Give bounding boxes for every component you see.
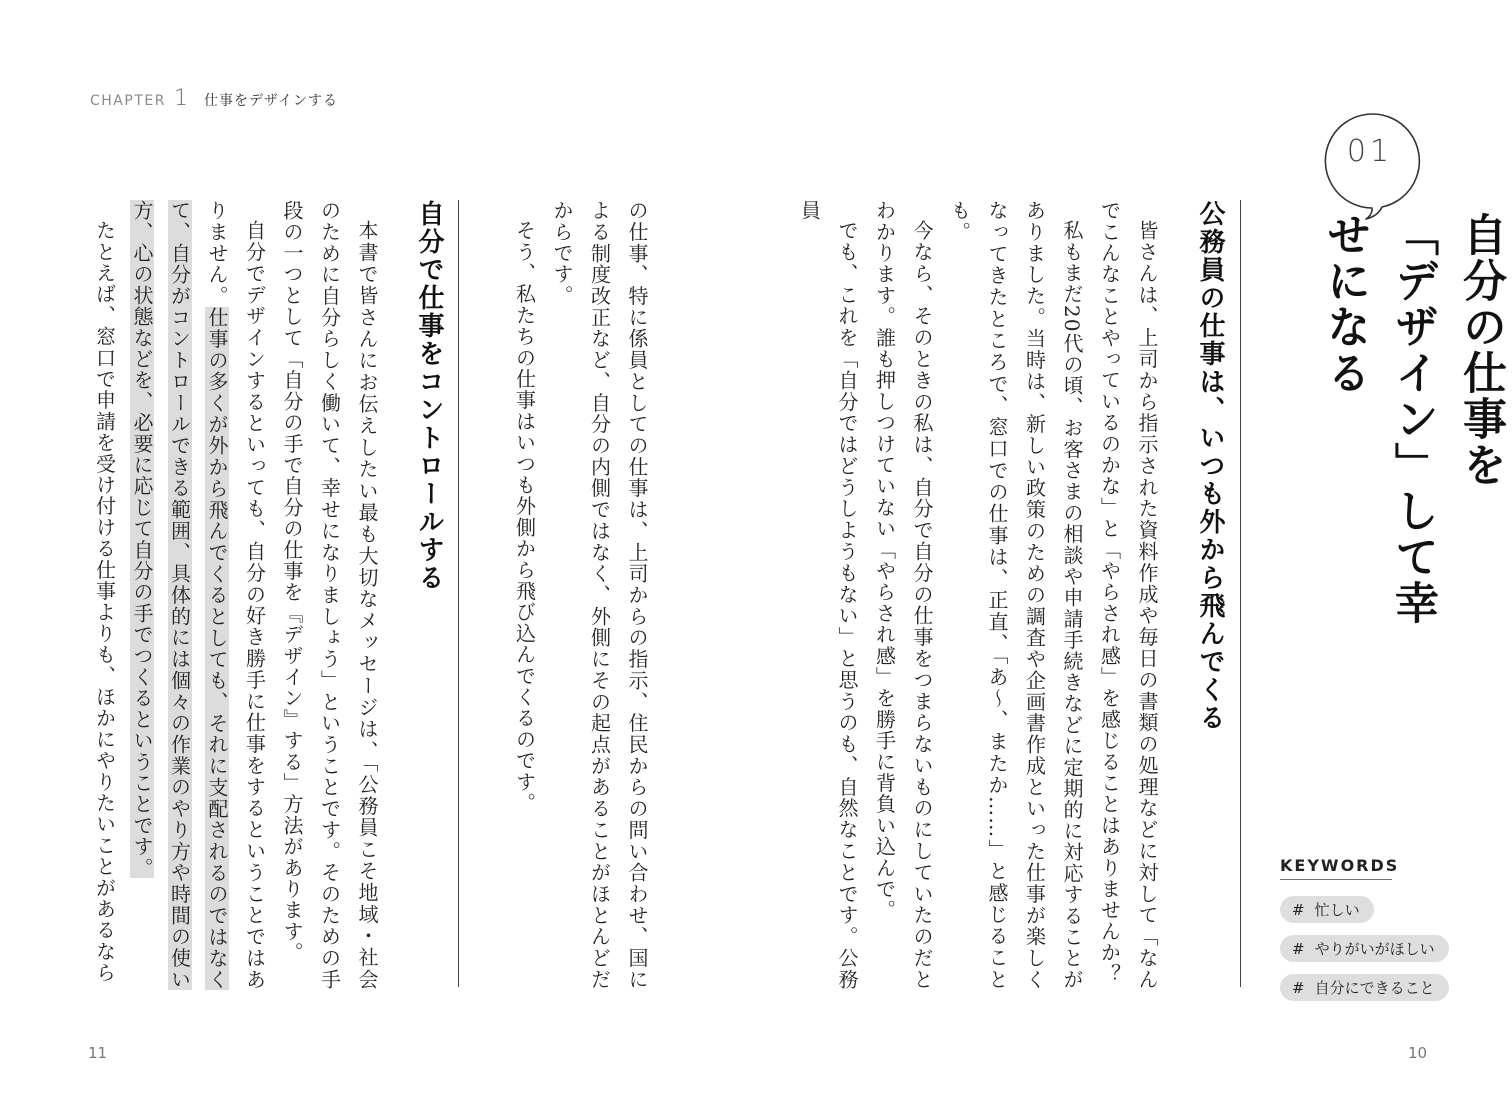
highlighted-text: 仕事の多くが外から飛んでくるとしても、それに支配されるのではなくて、自分がコントロールできる範囲、具体的には個々の作業のやり方や時間の使い方、心の状態などを、必要に応じて自分の手でつくるということです。	[130, 200, 229, 990]
paragraph: そう、私たちの仕事はいつも外側から飛び込んでくるのです。	[512, 220, 537, 814]
section-title-line2: 「デザイン」して幸せになる	[1319, 212, 1438, 626]
chapter-number: 1	[173, 86, 188, 111]
keyword-chip: # 自分にできること	[1280, 974, 1449, 1001]
paragraph-text: 自分でデザインするといっても、自分の好き勝手に仕事をするということではありません。	[205, 200, 267, 990]
hash-icon: #	[1292, 979, 1305, 997]
page-number-right: 10	[1408, 1044, 1428, 1062]
keyword-chip: # 忙しい	[1280, 896, 1374, 923]
keywords-title: KEYWORDS	[1280, 856, 1480, 880]
keyword-chip: # やりがいがほしい	[1280, 935, 1449, 962]
heading-control-your-work: 自分で仕事をコントロールする	[414, 200, 444, 592]
chapter-label: CHAPTER	[90, 93, 166, 109]
keywords-box	[1280, 856, 1480, 1013]
body-text-continuation	[505, 200, 655, 990]
heading-public-servant-work: 公務員の仕事は、いつも外から飛んでくる	[1195, 200, 1225, 732]
keywords-underline	[1280, 879, 1392, 880]
paragraph	[123, 200, 273, 990]
paragraph: 今なら、そのときの私は、自分で自分の仕事をつまらないものにしていたのだとわかります。誰も押しつけていない「やらされ感」を勝手に背負い込んで。	[872, 200, 934, 990]
paragraph: でも、これを「自分ではどうしようもない」と思うのも、自然なことです。公務員	[797, 200, 859, 990]
section-divider-left	[458, 200, 459, 987]
section-number-bubble	[1318, 108, 1430, 220]
body-text-left-page	[85, 200, 385, 990]
paragraph: 皆さんは、上司から指示された資料作成や毎日の書類の処理などに対して「なんでこんなことやっているのかな」と「やらされ感」を感じることはありませんか？	[1097, 200, 1159, 990]
section-title	[1310, 212, 1512, 652]
chapter-title: 仕事をデザインする	[203, 93, 338, 109]
paragraph: たとえば、窓口で申請を受け付ける仕事よりも、ほかにやりたいことがあるなら	[92, 220, 117, 984]
section-number: 01	[1346, 134, 1394, 169]
hash-icon: #	[1292, 940, 1305, 958]
section-title-line1: 自分の仕事を	[1455, 212, 1506, 488]
paragraph: 本書で皆さんにお伝えしたい最も大切なメッセージは、「公務員こそ地域・社会のために自分らしく働いて、幸せになりましょう」ということです。そのための手段の一つとして「自分の手で自分の仕事を『デザイン』する」方法があります。	[280, 200, 379, 990]
body-text-right-page	[797, 200, 1165, 990]
page-number-left: 11	[88, 1044, 108, 1062]
hash-icon: #	[1292, 901, 1305, 919]
paragraph: の仕事、特に係員としての仕事は、上司からの指示、住民からの問い合わせ、国による制度改正など、自分の内側ではなく、外側にその起点があることがほとんどだからです。	[550, 200, 649, 990]
paragraph: 私もまだ20代の頃、お客さまの相談や申請手続きなどに定期的に対応することがありました。当時は、新しい政策のための調査や企画書作成といった仕事が楽しくなってきたところで、窓口での仕事は、正直、「あ〜、またか……」と感じることも。	[947, 200, 1084, 990]
running-head	[90, 86, 338, 112]
section-divider-right	[1240, 200, 1241, 987]
